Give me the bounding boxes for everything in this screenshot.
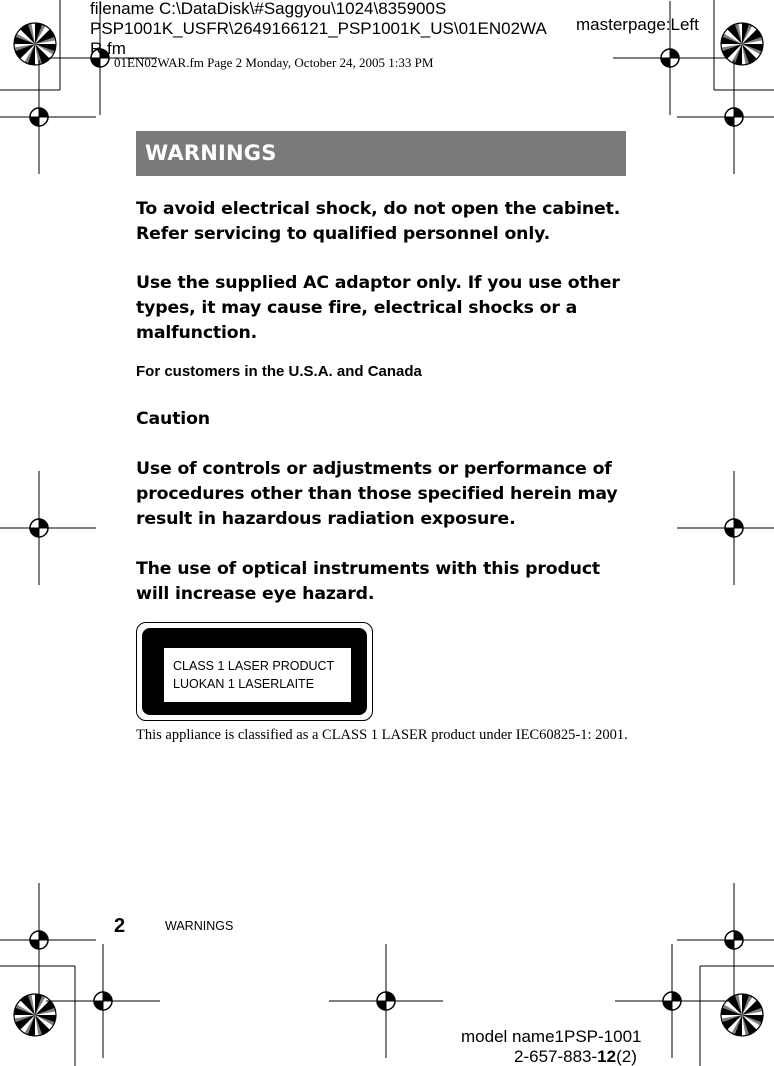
header-filename-line1: filename C:\DataDisk\#Saggyou\1024\835900S: [90, 0, 447, 18]
classification-note: This appliance is classified as a CLASS 1 LASER product under IEC60825-1: 2001.: [136, 727, 628, 743]
part-prefix: 2-657-883-: [514, 1047, 598, 1066]
part-suffix: (2): [616, 1047, 637, 1066]
warning-shock-text: To avoid electrical shock, do not open the cabinet. Refer servicing to qualified personnel only.: [136, 199, 621, 244]
footer-part-number: [514, 1047, 637, 1066]
part-revision: 12: [597, 1047, 617, 1066]
header-filename-line3: R.fm: [90, 39, 126, 58]
laser-class-label: [136, 622, 373, 721]
laser-label-panel: [164, 648, 351, 702]
section-banner: [136, 131, 626, 176]
region-heading: For customers in the U.S.A. and Canada: [136, 363, 422, 380]
header-masterpage: masterpage:Left: [576, 15, 699, 34]
laser-label-line1: CLASS 1 LASER PRODUCT: [173, 659, 335, 673]
laser-label-line2: LUOKAN 1 LASERLAITE: [173, 677, 315, 691]
footer-section-name: WARNINGS: [165, 919, 234, 933]
footer-model-name: model name1PSP-1001: [461, 1027, 642, 1046]
warning-adaptor-text: Use the supplied AC adaptor only. If you use other types, it may cause fire, electrical shocks or a malfunction.: [136, 273, 620, 343]
section-title: WARNINGS: [145, 141, 277, 165]
caution-optical-text: The use of optical instruments with this product will increase eye hazard.: [136, 559, 601, 604]
laser-label-frame: [142, 628, 367, 715]
header-filename-line2: PSP1001K_USFR\2649166121_PSP1001K_US\01EN02WA: [90, 19, 547, 38]
page-number: 2: [114, 915, 126, 937]
header-file-stamp: 01EN02WAR.fm Page 2 Monday, October 24, 2005 1:33 PM: [114, 55, 434, 70]
caution-heading: Caution: [136, 409, 210, 429]
caution-controls-text: Use of controls or adjustments or performance of procedures other than those specified herein may result in hazardous radiation exposure.: [136, 459, 618, 529]
